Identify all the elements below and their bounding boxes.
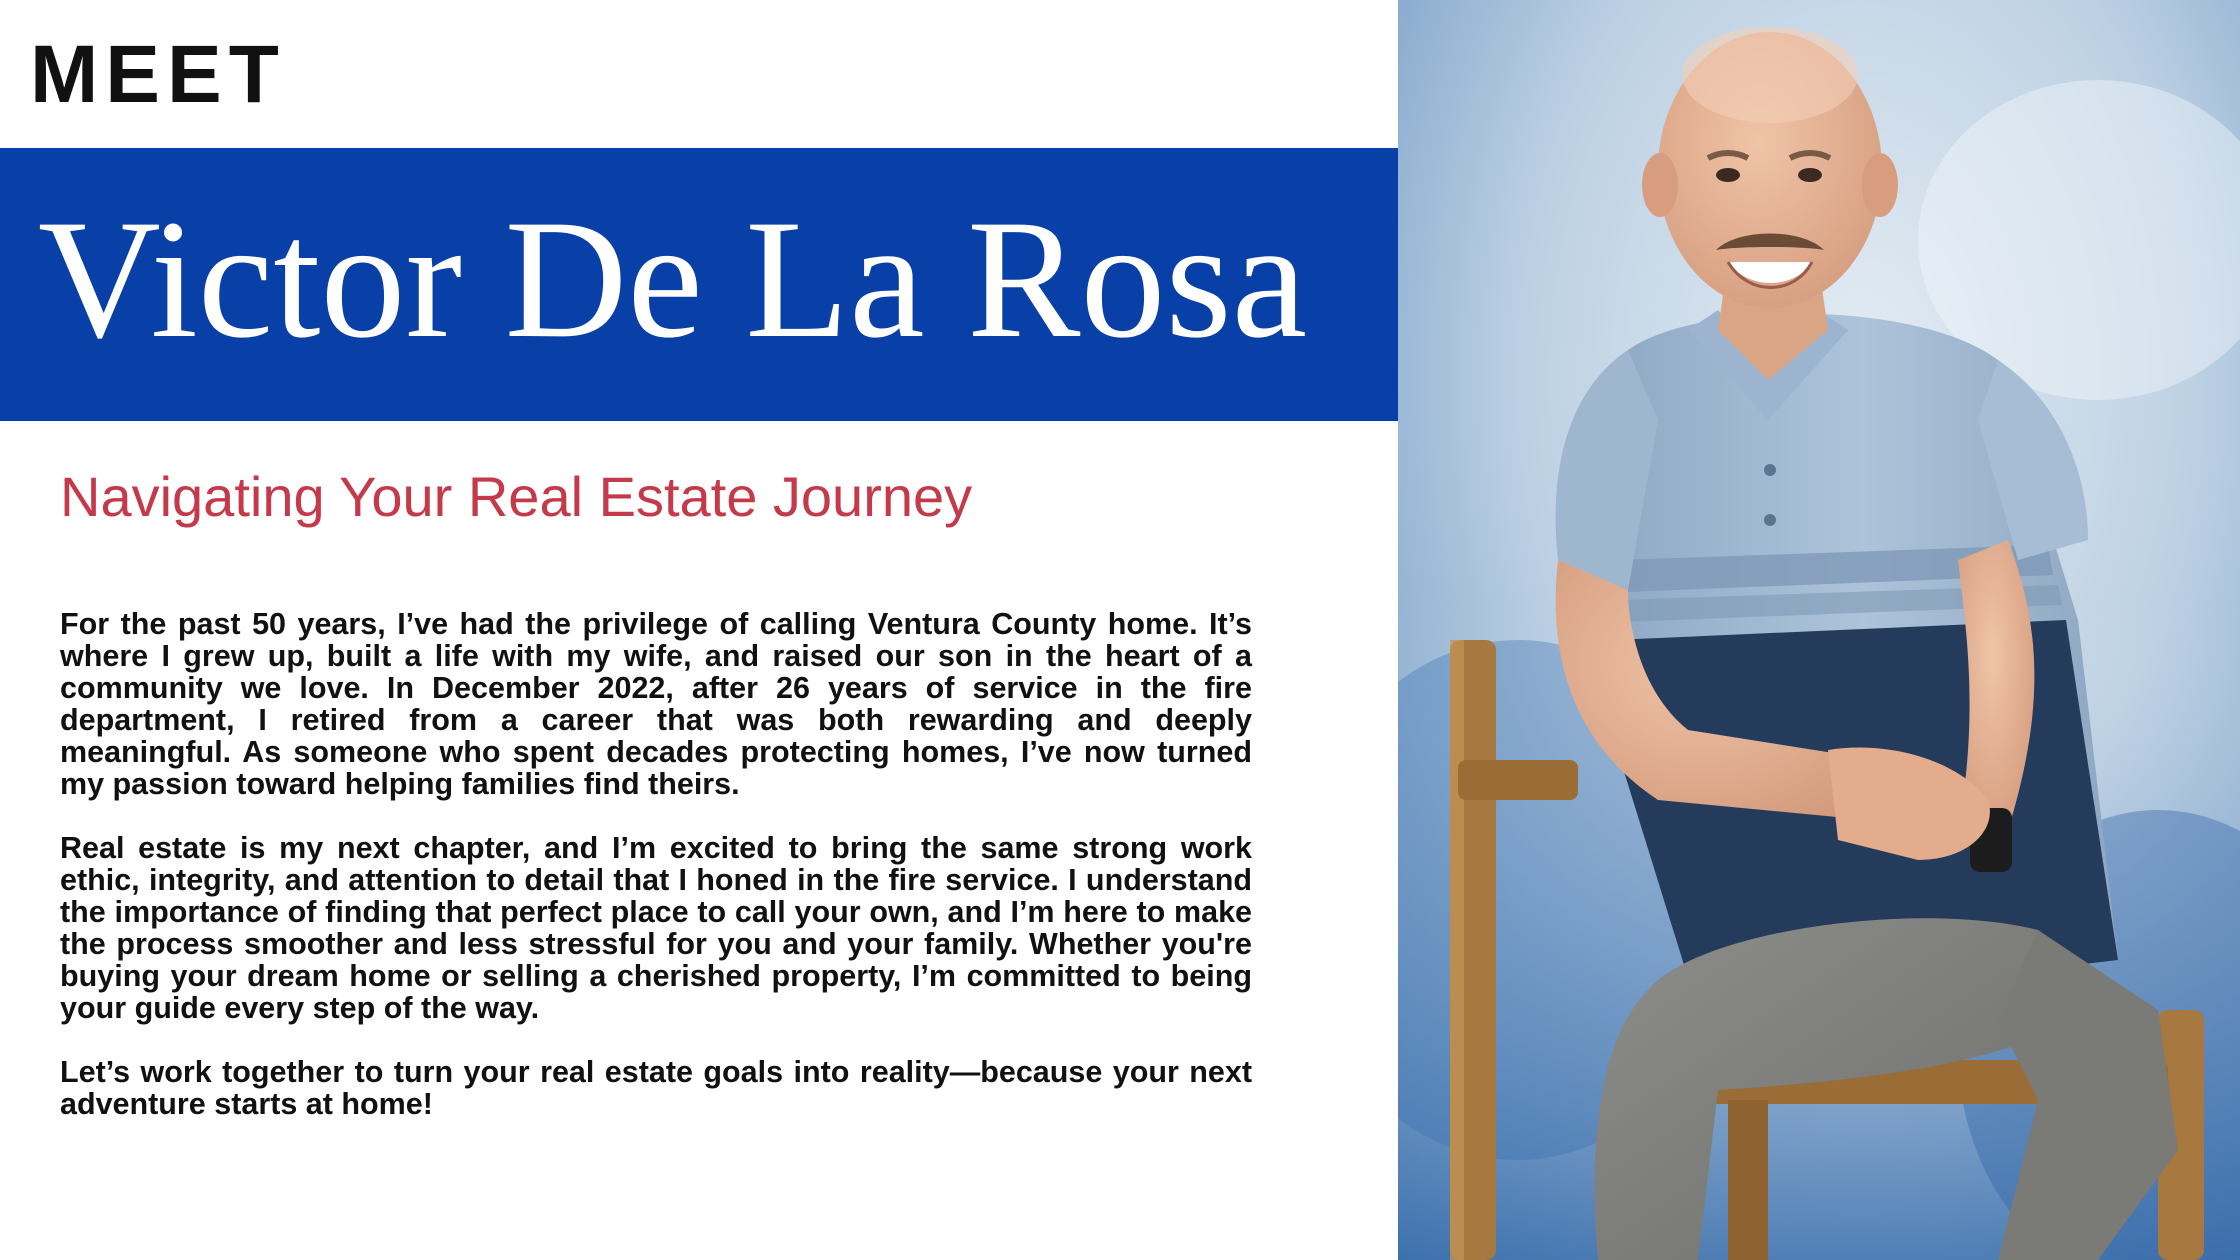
bio-paragraph: Let’s work together to turn your real estate goals into reality—because your next adventure starts at home!: [60, 1055, 1252, 1121]
bio-paragraph: Real estate is my next chapter, and I’m excited to bring the same strong work ethic, integrity, and attention to detail that I honed in the fire service. I understand the importance of finding that perfect place to call your own, and I’m here to make the process smoother and less stressful for you and your family. Whether you're buying your dream home or selling a cherished property, I’m committed to being your guide every step of the way.: [60, 831, 1252, 1025]
tagline: Navigating Your Real Estate Journey: [60, 465, 973, 528]
agent-name: Victor De La Rosa: [38, 185, 1308, 373]
portrait-illustration: [1398, 0, 2240, 1260]
bio-paragraph: For the past 50 years, I’ve had the privilege of calling Ventura County home. It’s where I grew up, built a life with my wife, and raised our son in the heart of a community we love. In December 2022, after 26 years of service in the fire department, I retired from a career that was both rewarding and deeply meaningful. As someone who spent decades protecting homes, I’ve now turned my passion toward helping families find theirs.: [60, 607, 1252, 801]
meet-heading: MEET: [30, 29, 286, 120]
agent-portrait-photo: [1398, 0, 2240, 1260]
bio-text: [60, 608, 1252, 1152]
name-banner: [0, 148, 1404, 421]
